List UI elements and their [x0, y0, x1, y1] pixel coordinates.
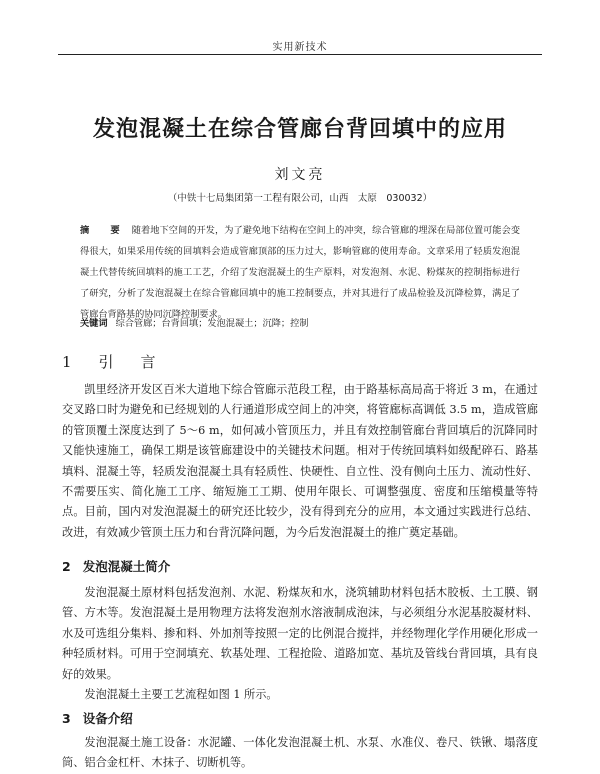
author-affiliation: （中铁十七局集团第一工程有限公司，山西 太原 030032） — [167, 193, 433, 204]
section-2-number: 2 — [62, 559, 71, 574]
keywords-label: 关键词 — [80, 318, 108, 329]
keywords — [80, 315, 520, 329]
abstract-text: 随着地下空间的开发，为了避免地下结构在空间上的冲突，综合管廊的埋深在局部位置可能会变得很大，如果采用传统的回填料会造成管廊顶部的压力过大，影响管廊的使用寿命。文章采用了轻质发泡混凝土代替传统回填料的施工工艺，介绍了发泡混凝土的生产原料，对发泡剂、水泥、粉煤灰的控制指标进行了研究，分析了发泡混凝土在综合管廊回填中的施工控制要点，并对其进行了成品检验及沉降检算，满足了管廊台背路基的协同沉降控制要求。 — [80, 225, 521, 320]
abstract — [80, 220, 520, 325]
keywords-text: 综合管廊；台背回填；发泡混凝土；沉降；控制 — [115, 318, 309, 329]
header-rule — [58, 54, 542, 55]
author-name: 刘文亮 — [274, 167, 326, 183]
section-2-paragraph-1: 发泡混凝土原材料包括发泡剂、水泥、粉煤灰和水，浇筑辅助材料包括木胶板、土工膜、钢管、方木等。发泡混凝土是用物理方法将发泡剂水溶液制成泡沫，与必须组分水泥基胶凝材料、水及可选组分集料、掺和料、外加剂等按照一定的比例混合搅拌，并经物理化学作用硬化形成一种轻质材料。可用于空洞填充、软基处理、工程抢险、道路加宽、基坑及管线台背回填，具有良好的效果。 — [62, 586, 538, 681]
section-1-heading: 1 引 言 — [62, 353, 162, 371]
section-1-paragraph: 凯里经济开发区百米大道地下综合管廊示范段工程，由于路基标高局高于将近 3 m，在通过交叉路口时为避免和已经规划的人行通道形成空间上的冲突，将管廊标高调低 3.5 m，造成管廊的管顶覆土深度达到了 5～6 m，如何减小管顶压力，并且有效控制管廊台背回填后的沉降同时又能快速施工，确保工期是该管廊建设中的关键技术问题。相对于传统回填料如级配碎石、路基填料、混凝土等，轻质发泡混凝土具有轻质性、快硬性、自立性、没有侧向土压力、流动性好、不需要压实、简化施工工序、缩短施工工期、使用年限长、可调整强度、密度和压缩模量等特点。目前，国内对发泡混凝土的研究还比较少，没有得到充分的应用，本文通过实践进行总结、改进，有效减少管顶土压力和台背沉降问题，为今后发泡混凝土的推广奠定基础。 — [62, 383, 538, 539]
section-3-paragraph: 发泡混凝土施工设备：水泥罐、一体化发泡混凝土机、水泵、水准仪、卷尺、铁锹、塌落度筒、铝合金杠杆、木抹子、切断机等。 — [62, 736, 538, 770]
running-head: 实用新技术 — [272, 42, 328, 53]
section-2-title: 发泡混凝土简介 — [82, 559, 171, 574]
abstract-label: 摘 要 — [80, 225, 126, 236]
section-2-heading — [62, 557, 170, 575]
section-3-number: 3 — [62, 711, 71, 726]
paper-title: 发泡混凝土在综合管廊台背回填中的应用 — [92, 116, 507, 142]
section-2-paragraph-2: 发泡混凝土主要工艺流程如图 1 所示。 — [84, 688, 278, 701]
section-3-heading — [62, 709, 133, 727]
section-3-title: 设备介绍 — [82, 711, 133, 726]
